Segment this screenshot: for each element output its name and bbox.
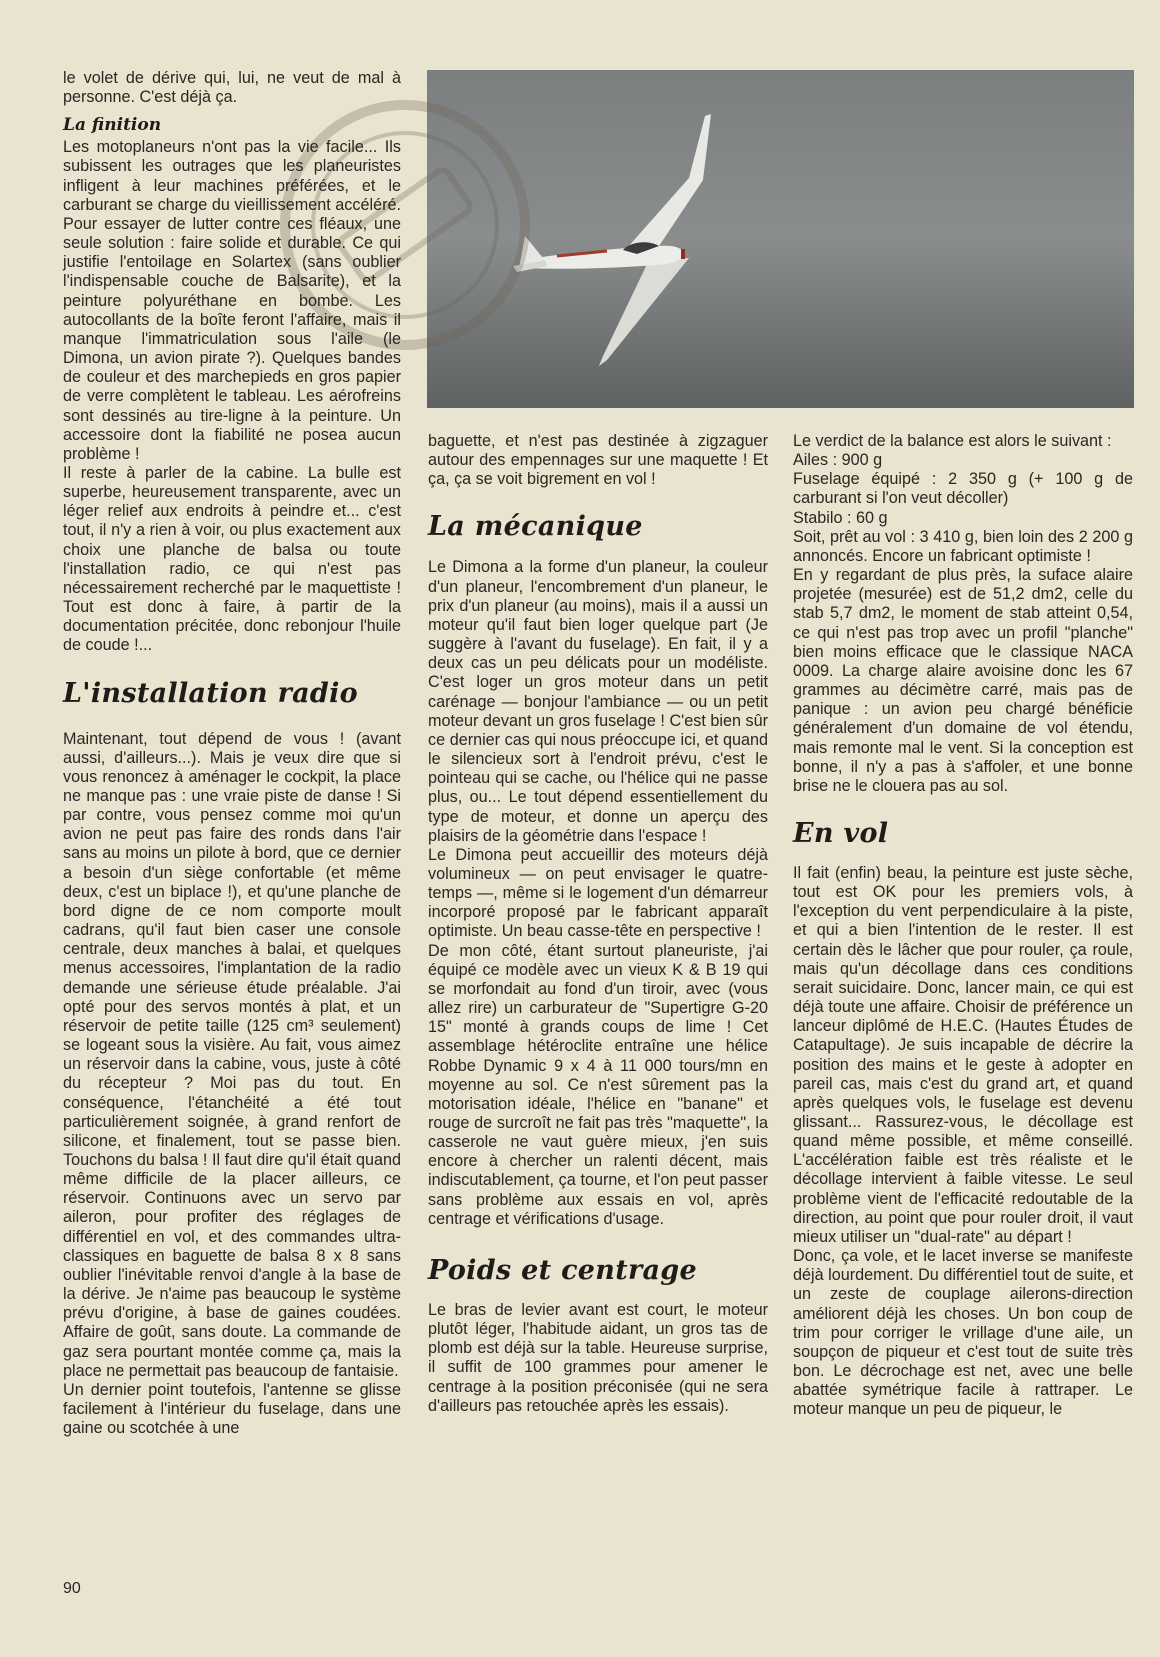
mecanique-paragraph-2: Le Dimona peut accueillir des moteurs déjà volumineux — on peut envisager le quatre-temps —, même si le logement d'un démarreur incorporé proposé par le fabricant apparaît optimiste. Un beau casse-tête en perspective ! [428,845,768,941]
page-number: 90 [63,1580,81,1597]
vol-paragraph-2: Donc, ça vole, et le lacet inverse se manifeste déjà lourdement. Du différentiel tout de suite, et un zeste de couplage ailerons-direction améliorent déjà les choses. Un bon coup de trim pour corriger le vrillage d'une aile, un soupçon de piqueur et c'est tout de suite très bon. Le décrochage est net, avec une belle abattée symétrique facile à rattraper. Le moteur manque un peu de piqueur, le [793,1247,1133,1419]
balance-intro: Le verdict de la balance est alors le suivant : [793,432,1112,450]
column-3 [793,432,1133,1420]
glider-in-flight-photo-icon [427,70,1134,408]
weight-stabilo: Stabilo : 60 g [793,508,888,527]
glider-photo [427,70,1134,408]
radio-paragraph-2: Un dernier point toutefois, l'antenne se glisse facilement à l'intérieur du fuselage, dans une gaine ou scotchée à une [63,1380,401,1438]
heading-finition: La finition [63,115,162,136]
mecanique-paragraph-1: Le Dimona a la forme d'un planeur, la couleur d'un planeur, l'encombrement d'un planeur, le prix d'un planeur (au moins), mais il a aussi un moteur qu'il faut bien loger quelque part (Je suggère à l'avant du fuselage). En fait, il y a deux cas un peu délicats pour un modéliste. C'est loger un gros moteur dans un petit carénage — bonjour l'ambiance — ou un petit moteur devant un gros fuselage ! C'est bien sûr ce dernier cas qui nous préoccupe ici, et quand le silencieux sort à l'endroit prévu, c'est le pointeau qui se cache, ou l'hélice qui ne passe plus, ou... Le tout dépend essentiellement du type de moteur, et donne un aperçu des plaisirs de la géométrie dans l'espace ! [428,558,768,845]
mecanique-paragraph-3: De mon côté, étant surtout planeuriste, j'ai équipé ce modèle avec un vieux K & B 19 qui se morfondait au fond d'un tiroir, avec (vous allez rire) un carburateur de "Supertigre G-20 15" monté à grands coups de lime ! Cet assemblage hétéroclite entraîne une hélice Robbe Dynamic 9 x 4 à 11 000 tours/mn en moyenne au sol. Ce n'est sûrement pas la motorisation idéale, l'hélice en "banane" et rouge de surcroît ne fait pas très "maquette", la casserole ne vaut guère mieux, j'en suis encore à chercher un ralenti décent, mais indiscutablement, ça tourne, et l'on peut passer sans problème aux essais en vol, après centrage et vérifications d'usage. [428,941,768,1228]
heading-poids-centrage: Poids et centrage [428,1254,697,1286]
finition-paragraph-2: Il reste à parler de la cabine. La bulle est superbe, heureusement transparente, avec un léger relief aux endroits à peindre et... c'est tout, il n'y a rien à voir, ou plus exactement aux choix une planche de balsa ou toute l'installation radio, ce qui n'est pas nécessairement recherché par le maquettiste ! Tout est donc à faire, à partir de la documentation précitée, donc rebonjour l'huile de coude !... [63,463,401,655]
heading-mecanique: La mécanique [428,511,643,543]
heading-installation-radio: L'installation radio [63,677,358,709]
column-2 [428,432,768,1416]
finition-paragraph-1: Les motoplaneurs n'ont pas la vie facile... Ils subissent les outrages que les planeuristes infligent à leur machines préférées, et le carburant se charge du vieillissement accéléré. Pour essayer de lutter contre ces fléaux, une seule solution : faire solide et durable. Ce qui justifie l'entoilage en Solartex (sans oublier l'indispensable couche de Balsarite), et la peinture polyuréthane en bombe. Les autocollants de la boîte feront l'affaire, mais il manque l'immatriculation sous l'aile (le Dimona, un avion pirate ?). Quelques bandes de couleur et des marchepieds en gros papier de verre complètent le tableau. Les aérofreins sont dessinés au tire-ligne à la peinture. Un accessoire dont la fiabilité ne posea aucun problème ! [63,138,401,463]
intro-paragraph: le volet de dérive qui, lui, ne veut de mal à personne. C'est déjà ça. [63,69,401,107]
poids-paragraph: Le bras de levier avant est court, le moteur plutôt léger, l'habitude aidant, un gros tas de plomb est déjà sur la table. Heureuse surprise, il suffit de 100 grammes pour amener le centrage à la position préconisée (qui ne sera d'ailleurs pas retouchée après les essais). [428,1300,768,1415]
weight-total: Soit, prêt au vol : 3 410 g, bien loin des 2 200 g annoncés. Encore un fabricant optimiste ! [793,527,1133,565]
weight-fuselage: Fuselage équipé : 2 350 g (+ 100 g de carburant si l'on veut décoller) [793,470,1133,508]
surface-paragraph: En y regardant de plus près, la suface alaire projetée (mesurée) est de 51,2 dm2, celle du stab 5,7 dm2, le moment de stab atteint 0,54, ce qui n'est pas trop avec un profil "planche" bien moins efficace que le classique NACA 0009. La charge alaire avoisine donc les 67 grammes au décimètre carré, mais pas de panique : un avion peu chargé bénéficie généralement d'un domaine de vol étendu, mais remonte mal le vent. Si la conception est bonne, il n'y a pas à s'affoler, et une bonne brise ne le clouera pas au sol. [793,566,1133,795]
column-1 [63,69,401,1438]
weight-ailes: Ailes : 900 g [793,451,883,470]
vol-paragraph-1: Il fait (enfin) beau, la peinture est juste sèche, tout est OK pour les premiers vols, à l'exception du vent perpendiculaire à la piste, et qui a bien l'intention de le rester. Il est certain dès le lâcher que pour rouler, ça roule, mais qu'un décollage dans ces conditions serait suicidaire. Donc, lancer main, ce qui est déjà toute une affaire. Choisir de préférence un lanceur diplômé de H.E.C. (Hautes Études de Catapultage). Je suis incapable de décrire la position des mains et le geste à adopter en pareil cas, mais c'est du grand art, et quand après quelques vols, le fuselage est devenu glissant... Rassurez-vous, le décollage est quand même possible, et même conseillé. L'accélération faible est très réaliste et le décollage intervient à faible vitesse. Le seul problème vient de l'efficacité redoutable de la direction, au point que pour rouler droit, il vaut mieux utiliser un "dual-rate" au départ ! [793,863,1133,1246]
radio-paragraph: Maintenant, tout dépend de vous ! (avant aussi, d'ailleurs...). Mais je veux dire que si vous renoncez à aménager le cockpit, la place ne manque pas : une vraie piste de danse ! Si par contre, vous pensez comme moi qu'un avion ne peut pas faire des ronds dans l'air sans au moins un pilote à bord, que ce dernier a besoin d'un siège confortable (et même deux, c'est un biplace !), et qu'une planche de bord digne de ce nom comporte moult cadrans, qu'il faut bien caser une console centrale, deux manches à balai, et quelques menus accessoires, l'implantation de la radio demande une sérieuse étude préalable. J'ai opté pour des servos montés à plat, et un réservoir de petite taille (125 cm³ seulement) se logeant sous la visière. Au fait, vous aimez un réservoir dans la cabine, vous, juste à côté du récepteur ? Moi pas du tout. En conséquence, l'étanchéité a été tout particulièrement soignée, à grand renfort de silicone, et finalement, tout se passe bien. Touchons du balsa ! Il faut dire qu'il était quand même difficile de la placer ailleurs, ce réservoir. Continuons avec un servo par aileron, pour profiter des réglages de différentiel en vol, et des commandes ultra-classiques en baguette de balsa 8 x 8 sans oublier l'inévitable renvoi d'angle à la base de la dérive. Je n'aime pas beaucoup le système prévu d'origine, à base de gaines coudées. Affaire de goût, sans doute. La commande de gaz sera pourtant montée comme ça, mais la place ne permettait pas beaucoup de fantaisie. [63,729,401,1380]
continued-paragraph: baguette, et n'est pas destinée à zigzaguer autour des empennages sur une maquette ! Et ça, ça se voit bigrement en vol ! [428,432,768,489]
heading-en-vol: En vol [793,817,889,849]
